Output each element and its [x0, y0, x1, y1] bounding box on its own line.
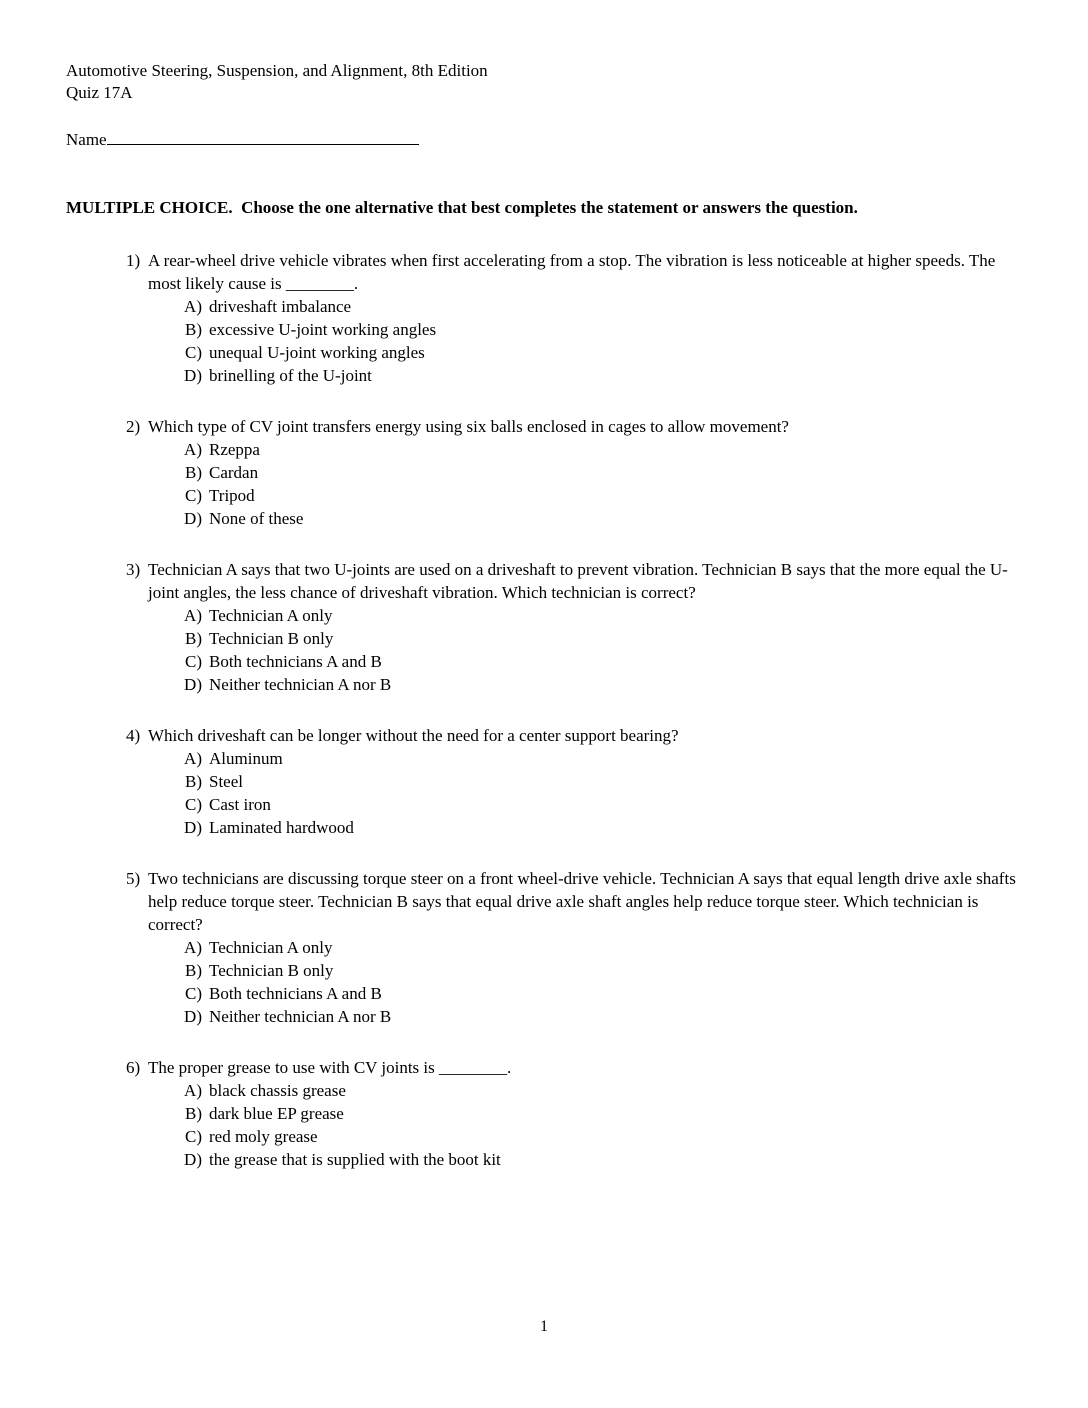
- option-text: Rzeppa: [209, 440, 260, 459]
- option-letter: A): [184, 440, 202, 459]
- answer-option: [176, 507, 1022, 530]
- option-list: [176, 604, 1022, 696]
- option-text: Both technicians A and B: [209, 984, 382, 1003]
- option-letter: D): [184, 1150, 202, 1169]
- option-letter: D): [184, 509, 202, 528]
- answer-option: [176, 1005, 1022, 1028]
- answer-option: [176, 1148, 1022, 1171]
- option-text: Neither technician A nor B: [209, 675, 392, 694]
- option-text: driveshaft imbalance: [209, 297, 352, 316]
- question-row: [126, 867, 1022, 936]
- question-list: [66, 249, 1022, 1171]
- name-row: [66, 128, 1022, 151]
- answer-option: [176, 438, 1022, 461]
- option-list: [176, 747, 1022, 839]
- option-text: excessive U-joint working angles: [209, 320, 437, 339]
- option-letter: B): [185, 772, 202, 791]
- answer-option: [176, 627, 1022, 650]
- name-label: Name: [66, 130, 107, 149]
- answer-option: [176, 1125, 1022, 1148]
- option-letter: C): [185, 343, 202, 362]
- answer-option: [176, 936, 1022, 959]
- instructions: MULTIPLE CHOICE. Choose the one alternative that best completes the statement or answers the question.: [66, 198, 858, 217]
- question-row: [126, 415, 1022, 438]
- option-letter: A): [184, 749, 202, 768]
- answer-option: [176, 747, 1022, 770]
- option-letter: C): [185, 984, 202, 1003]
- option-text: red moly grease: [209, 1127, 318, 1146]
- question-text: Two technicians are discussing torque steer on a front wheel-drive vehicle. Technician A says that equal length drive axle shafts help reduce torque steer. Technician B says that equal drive axle shaft angles help reduce torque steer. Which technician is correct?: [148, 869, 1016, 934]
- answer-option: [176, 1102, 1022, 1125]
- question: [126, 558, 1022, 696]
- question-number: 6): [126, 1058, 141, 1077]
- question-number: 5): [126, 869, 141, 888]
- option-text: Laminated hardwood: [209, 818, 354, 837]
- option-text: unequal U-joint working angles: [209, 343, 425, 362]
- question-row: [126, 1056, 1022, 1079]
- question-number: 2): [126, 417, 141, 436]
- answer-option: [176, 461, 1022, 484]
- answer-option: [176, 793, 1022, 816]
- option-list: [176, 936, 1022, 1028]
- answer-option: [176, 959, 1022, 982]
- question: [126, 867, 1022, 1028]
- page-number: 1: [540, 1318, 548, 1335]
- option-text: dark blue EP grease: [209, 1104, 344, 1123]
- option-letter: C): [185, 486, 202, 505]
- name-blank-line: [107, 128, 419, 145]
- option-list: [176, 438, 1022, 530]
- option-letter: B): [185, 320, 202, 339]
- option-letter: A): [184, 1081, 202, 1100]
- option-letter: B): [185, 961, 202, 980]
- option-text: Cast iron: [209, 795, 271, 814]
- option-text: Both technicians A and B: [209, 652, 382, 671]
- question-row: [126, 724, 1022, 747]
- option-letter: C): [185, 795, 202, 814]
- answer-option: [176, 295, 1022, 318]
- option-text: Technician B only: [209, 629, 334, 648]
- answer-option: [176, 341, 1022, 364]
- question-text: Which type of CV joint transfers energy using six balls enclosed in cages to allow movement?: [148, 417, 789, 436]
- question-text: The proper grease to use with CV joints is ________.: [148, 1058, 512, 1077]
- answer-option: [176, 484, 1022, 507]
- question-text: Which driveshaft can be longer without the need for a center support bearing?: [148, 726, 679, 745]
- answer-option: [176, 673, 1022, 696]
- option-letter: C): [185, 1127, 202, 1146]
- answer-option: [176, 1079, 1022, 1102]
- option-text: Technician A only: [209, 938, 333, 957]
- option-list: [176, 1079, 1022, 1171]
- question-number: 4): [126, 726, 141, 745]
- option-text: Technician A only: [209, 606, 333, 625]
- option-letter: D): [184, 1007, 202, 1026]
- option-text: brinelling of the U-joint: [209, 366, 372, 385]
- option-letter: B): [185, 463, 202, 482]
- answer-option: [176, 364, 1022, 387]
- option-text: Aluminum: [209, 749, 283, 768]
- option-letter: D): [184, 818, 202, 837]
- answer-option: [176, 982, 1022, 1005]
- question-text: Technician A says that two U-joints are used on a driveshaft to prevent vibration. Technician B says that the more equal the U-joint angles, the less chance of driveshaft vibration. Which technician is correct?: [148, 560, 1008, 602]
- option-text: None of these: [209, 509, 304, 528]
- quiz-number: Quiz 17A: [66, 83, 133, 102]
- option-letter: D): [184, 675, 202, 694]
- option-text: the grease that is supplied with the boot kit: [209, 1150, 501, 1169]
- option-text: Technician B only: [209, 961, 334, 980]
- question-row: [126, 249, 1022, 295]
- question-row: [126, 558, 1022, 604]
- question: [126, 724, 1022, 839]
- question-number: 3): [126, 560, 141, 579]
- option-text: Steel: [209, 772, 243, 791]
- option-text: Cardan: [209, 463, 259, 482]
- option-letter: A): [184, 606, 202, 625]
- option-text: Neither technician A nor B: [209, 1007, 392, 1026]
- document-title: Automotive Steering, Suspension, and Alignment, 8th Edition: [66, 61, 488, 80]
- option-letter: D): [184, 366, 202, 385]
- option-list: [176, 295, 1022, 387]
- option-text: Tripod: [209, 486, 255, 505]
- answer-option: [176, 650, 1022, 673]
- option-letter: B): [185, 1104, 202, 1123]
- option-letter: A): [184, 297, 202, 316]
- question: [126, 415, 1022, 530]
- question-number: 1): [126, 251, 141, 270]
- question: [126, 249, 1022, 387]
- answer-option: [176, 604, 1022, 627]
- option-text: black chassis grease: [209, 1081, 346, 1100]
- question: [126, 1056, 1022, 1171]
- option-letter: A): [184, 938, 202, 957]
- option-letter: C): [185, 652, 202, 671]
- answer-option: [176, 816, 1022, 839]
- answer-option: [176, 318, 1022, 341]
- option-letter: B): [185, 629, 202, 648]
- answer-option: [176, 770, 1022, 793]
- question-text: A rear-wheel drive vehicle vibrates when first accelerating from a stop. The vibration is less noticeable at higher speeds. The most likely cause is ________.: [148, 251, 996, 293]
